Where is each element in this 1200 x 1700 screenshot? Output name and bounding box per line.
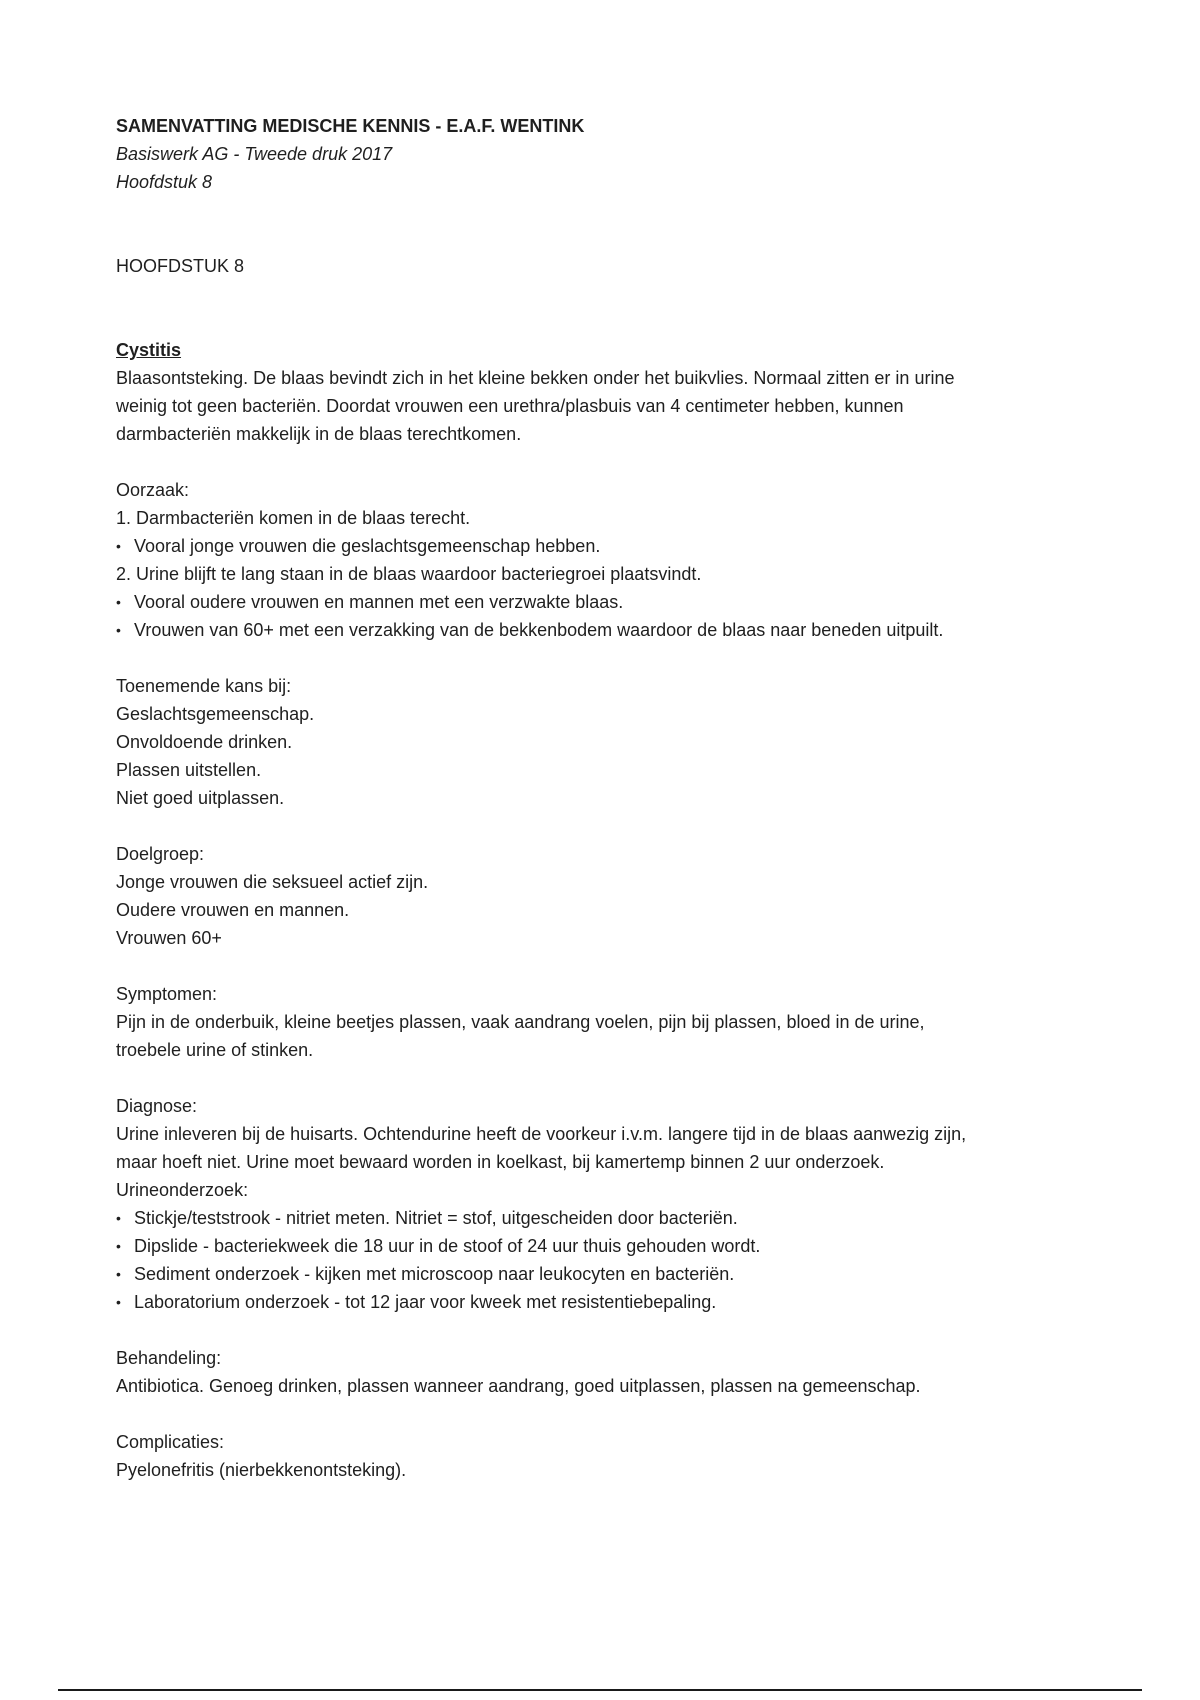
document-page — [116, 112, 1096, 1484]
spacer — [116, 196, 1096, 252]
kans-item: Geslachtsgemeenschap. — [116, 704, 315, 724]
oorzaak-label: Oorzaak: — [116, 480, 190, 500]
doelgroep-item: Oudere vrouwen en mannen. — [116, 900, 350, 920]
symptomen-label: Symptomen: — [116, 984, 218, 1004]
doelgroep-label: Doelgroep: — [116, 844, 205, 864]
urineonderzoek-bullet: • Dipslide - bacteriekweek die 18 uur in de stoof of 24 uur thuis gehouden wordt. — [116, 1232, 1096, 1260]
oorzaak-bullet: • Vooral jonge vrouwen die geslachtsgemeenschap hebben. — [116, 532, 1096, 560]
section-title: Cystitis — [116, 340, 182, 360]
spacer — [116, 1064, 1096, 1092]
spacer — [116, 1400, 1096, 1428]
behandeling-label: Behandeling: — [116, 1348, 222, 1368]
doelgroep-item: Jonge vrouwen die seksueel actief zijn. — [116, 872, 429, 892]
complicaties-label: Complicaties: — [116, 1432, 225, 1452]
chapter-reference: Hoofdstuk 8 — [116, 172, 213, 192]
kans-item: Plassen uitstellen. — [116, 760, 262, 780]
diagnose-label: Diagnose: — [116, 1096, 198, 1116]
spacer — [116, 644, 1096, 672]
doelgroep-item: Vrouwen 60+ — [116, 928, 222, 948]
chapter-heading: HOOFDSTUK 8 — [116, 256, 245, 276]
oorzaak-bullet: • Vrouwen van 60+ met een verzakking van de bekkenbodem waardoor de blaas naar beneden uitpuilt. — [116, 616, 1096, 644]
document-title: SAMENVATTING MEDISCHE KENNIS - E.A.F. WENTINK — [116, 116, 585, 136]
kans-item: Niet goed uitplassen. — [116, 788, 285, 808]
spacer — [116, 280, 1096, 336]
symptomen-line: Pijn in de onderbuik, kleine beetjes plassen, vaak aandrang voelen, pijn bij plassen, bloed in de urine, — [116, 1012, 925, 1032]
spacer — [116, 952, 1096, 980]
spacer — [116, 448, 1096, 476]
urineonderzoek-bullet: • Stickje/teststrook - nitriet meten. Nitriet = stof, uitgescheiden door bacteriën. — [116, 1204, 1096, 1232]
document-subtitle: Basiswerk AG - Tweede druk 2017 — [116, 144, 393, 164]
kans-label: Toenemende kans bij: — [116, 676, 292, 696]
complicaties-text: Pyelonefritis (nierbekkenontsteking). — [116, 1460, 407, 1480]
diagnose-line: maar hoeft niet. Urine moet bewaard worden in koelkast, bij kamertemp binnen 2 uur onderzoek. — [116, 1152, 885, 1172]
urineonderzoek-label: Urineonderzoek: — [116, 1180, 249, 1200]
oorzaak-bullet: • Vooral oudere vrouwen en mannen met een verzwakte blaas. — [116, 588, 1096, 616]
bottom-divider — [58, 1689, 1142, 1691]
spacer — [116, 1316, 1096, 1344]
intro-line: darmbacteriën makkelijk in de blaas terechtkomen. — [116, 424, 522, 444]
intro-line: Blaasontsteking. De blaas bevindt zich in het kleine bekken onder het buikvlies. Normaal zitten er in urine — [116, 368, 955, 388]
diagnose-line: Urine inleveren bij de huisarts. Ochtendurine heeft de voorkeur i.v.m. langere tijd in de blaas aanwezig zijn, — [116, 1124, 967, 1144]
behandeling-text: Antibiotica. Genoeg drinken, plassen wanneer aandrang, goed uitplassen, plassen na gemeenschap. — [116, 1376, 921, 1396]
symptomen-line: troebele urine of stinken. — [116, 1040, 314, 1060]
oorzaak-item: 2. Urine blijft te lang staan in de blaas waardoor bacteriegroei plaatsvindt. — [116, 564, 702, 584]
oorzaak-item: 1. Darmbacteriën komen in de blaas terecht. — [116, 508, 471, 528]
urineonderzoek-bullet: • Sediment onderzoek - kijken met microscoop naar leukocyten en bacteriën. — [116, 1260, 1096, 1288]
kans-item: Onvoldoende drinken. — [116, 732, 293, 752]
urineonderzoek-bullet: • Laboratorium onderzoek - tot 12 jaar voor kweek met resistentiebepaling. — [116, 1288, 1096, 1316]
intro-line: weinig tot geen bacteriën. Doordat vrouwen een urethra/plasbuis van 4 centimeter hebben, kunnen — [116, 396, 904, 416]
spacer — [116, 812, 1096, 840]
